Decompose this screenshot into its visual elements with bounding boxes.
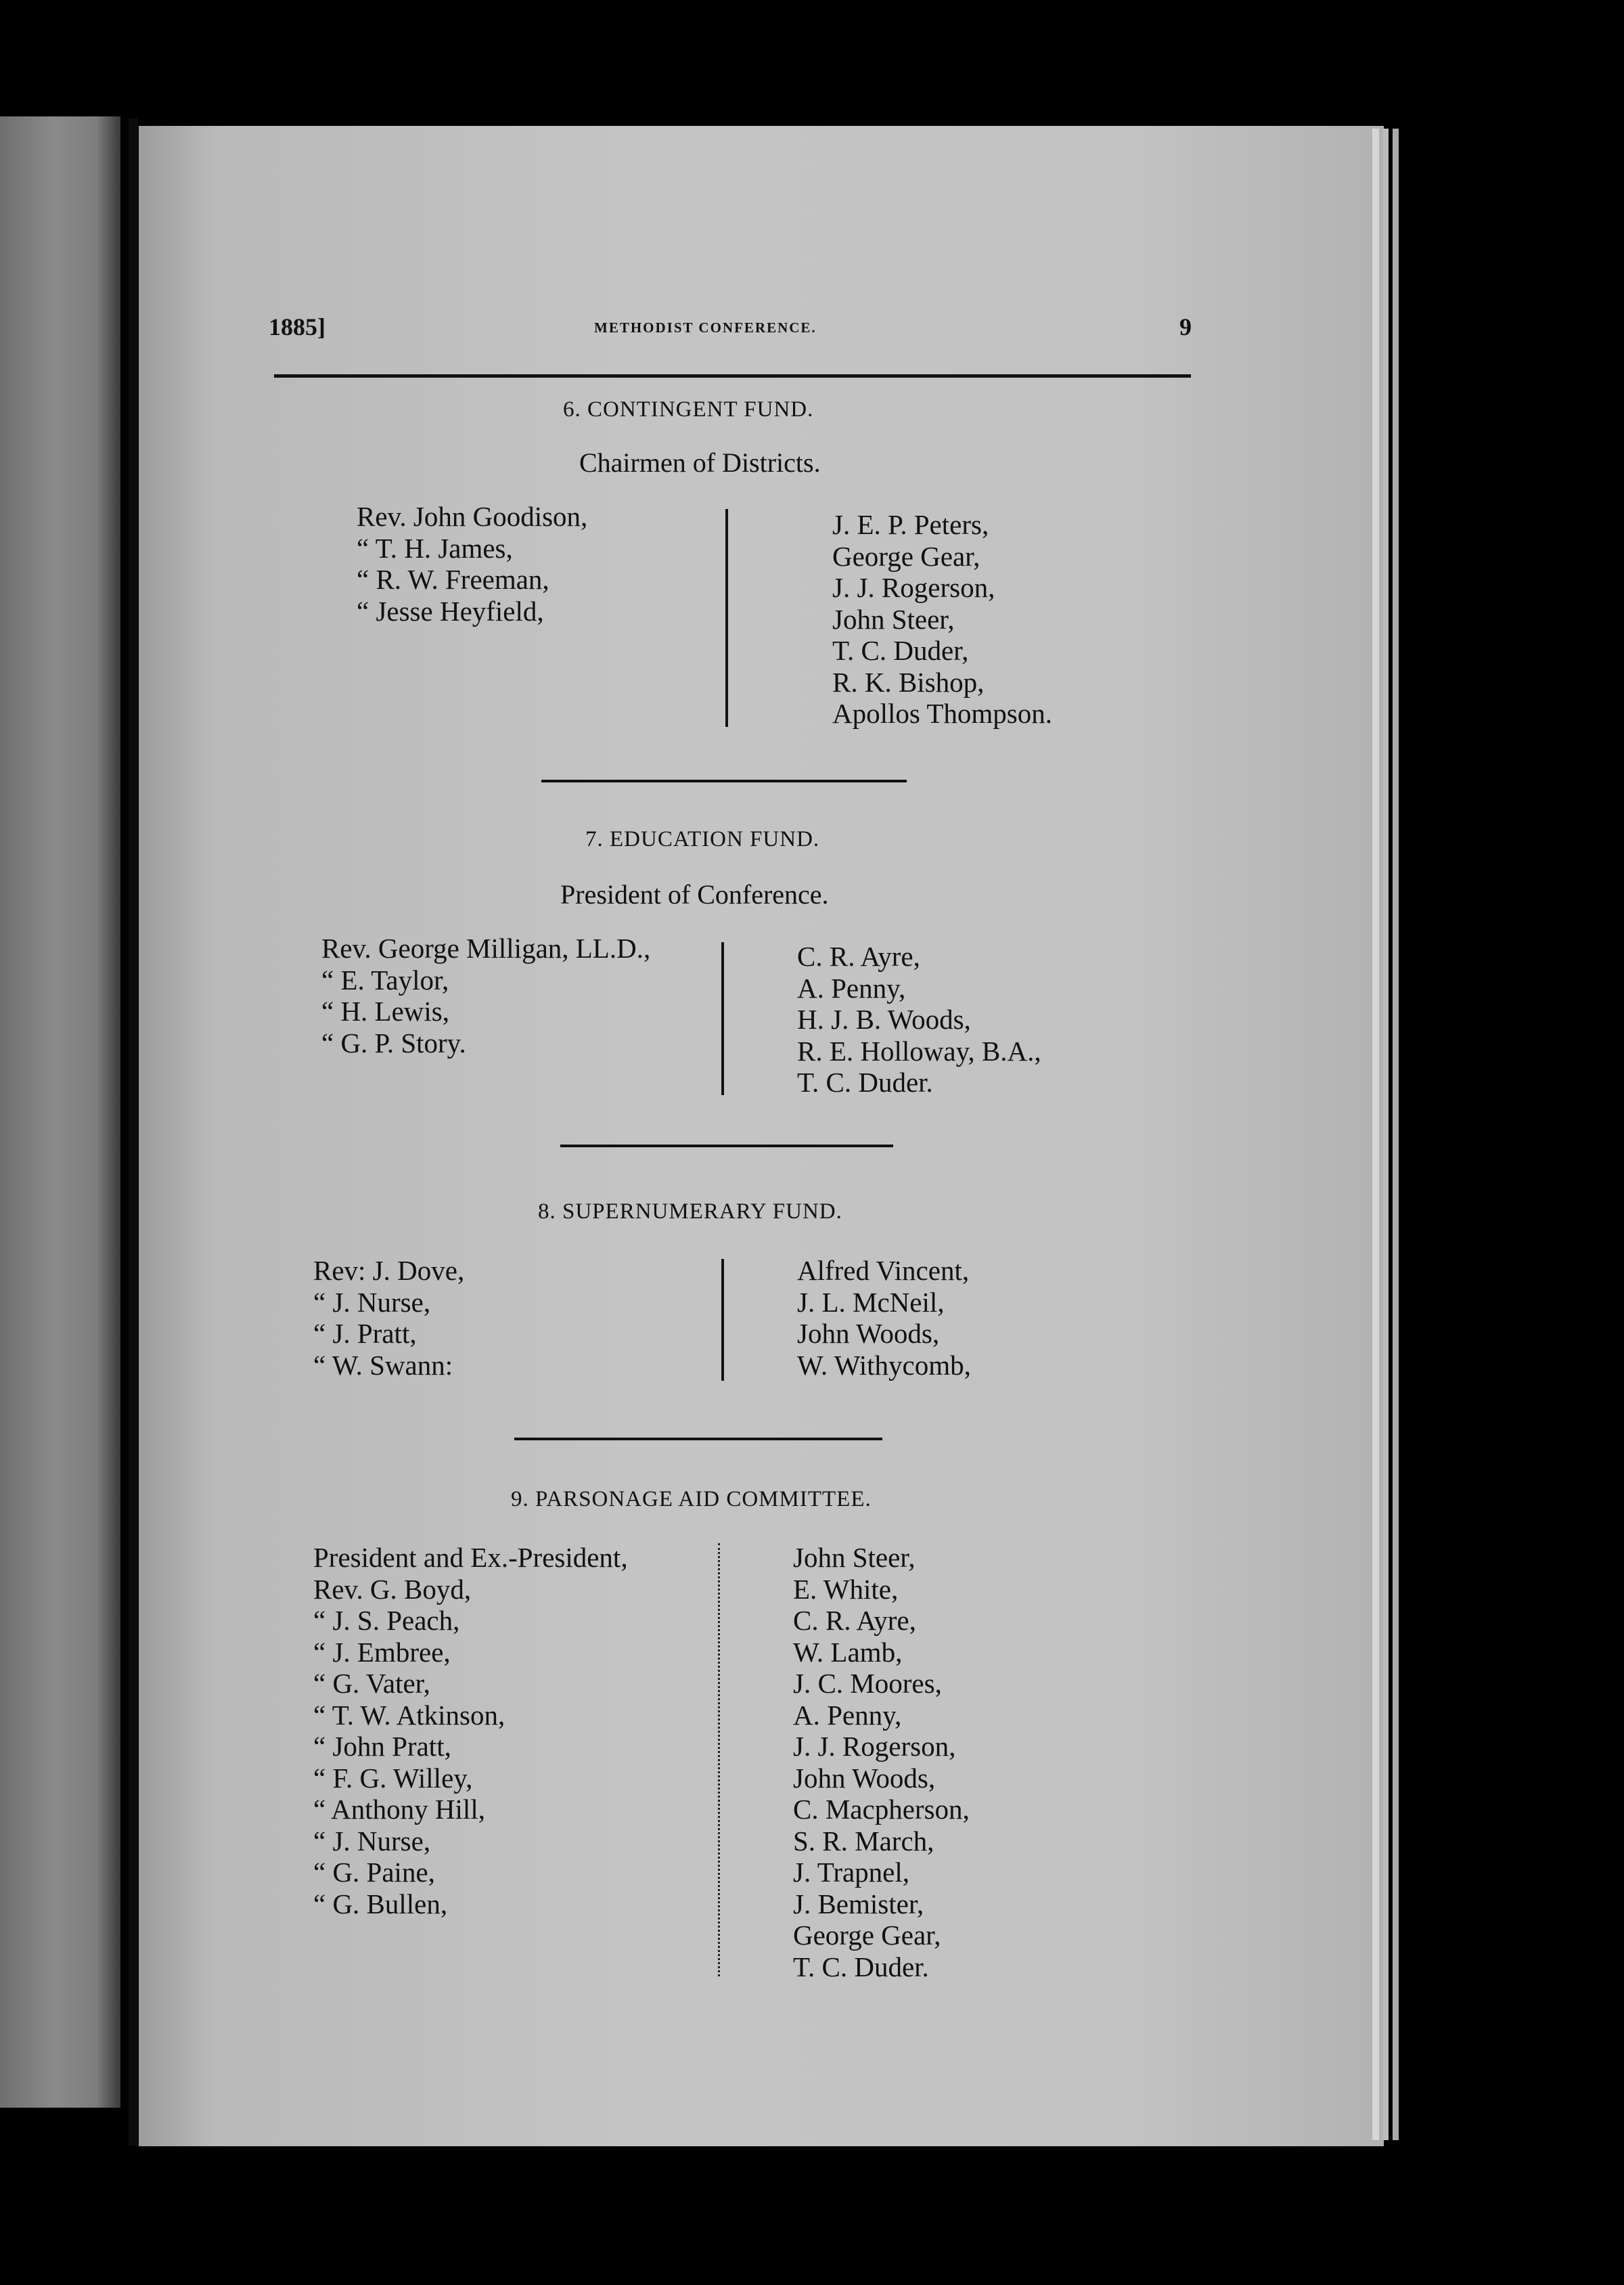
name-entry: T. C. Duder.: [797, 1067, 933, 1098]
name-entry: Rev. G. Boyd,: [313, 1573, 472, 1605]
name-entry: J. J. Rogerson,: [832, 572, 995, 603]
name-entry: “ J. Embree,: [313, 1636, 451, 1668]
page-number: 9: [1179, 313, 1192, 340]
header-year: 1885]: [269, 313, 325, 340]
name-entry: J. E. P. Peters,: [832, 509, 989, 540]
section-8-left-column: [313, 1255, 464, 1381]
name-entry: “ T. H. James,: [357, 532, 513, 564]
section-9-left-column: [313, 1542, 628, 1920]
column-divider: [725, 509, 728, 727]
section-subtitle-chairmen: Chairmen of Districts.: [579, 447, 821, 478]
section-title-education-fund: 7. EDUCATION FUND.: [585, 827, 820, 851]
name-entry: “ J. Pratt,: [313, 1318, 417, 1349]
section-separator: [560, 1145, 893, 1147]
name-entry: W. Lamb,: [793, 1636, 903, 1668]
section-title-supernumerary-fund: 8. SUPERNUMERARY FUND.: [538, 1199, 842, 1224]
name-entry: C. R. Ayre,: [793, 1605, 916, 1636]
name-entry: [321, 933, 650, 964]
name-entry: A. Penny,: [793, 1699, 902, 1731]
name-entry: “ G. P. Story.: [321, 1027, 466, 1059]
facing-page-edge: [0, 116, 120, 2108]
name-entry: J. Trapnel,: [793, 1857, 910, 1888]
name-entry: R. K. Bishop,: [832, 666, 985, 698]
name-entry: “ John Pratt,: [313, 1731, 451, 1762]
name-entry: Alfred Vincent,: [797, 1255, 970, 1286]
name-entry: George Gear,: [793, 1920, 941, 1951]
column-divider: [718, 1543, 720, 1976]
section-title-parsonage-aid-committee: 9. PARSONAGE AID COMMITTEE.: [511, 1487, 872, 1511]
section-separator: [514, 1438, 882, 1440]
name-entry: “ J. Nurse,: [313, 1286, 431, 1318]
section-9-right-column: [793, 1542, 970, 1982]
name-entry: R. E. Holloway, B.A.,: [797, 1035, 1041, 1067]
name-entry: “ R. W. Freeman,: [357, 564, 549, 595]
section-8-right-column: [797, 1255, 971, 1381]
name-entry: Rev: J. Dove,: [313, 1255, 465, 1286]
name-entry: S. R. March,: [793, 1825, 934, 1857]
section-7-right-column: [797, 941, 1041, 1099]
name-entry: “ G. Bullen,: [313, 1888, 448, 1920]
name-entry: J. Bemister,: [793, 1888, 924, 1920]
name-entry: H. J. B. Woods,: [797, 1004, 971, 1035]
name-entry: George Gear,: [832, 540, 980, 572]
name-entry: “ E. Taylor,: [321, 964, 449, 996]
name-entry: E. White,: [793, 1573, 899, 1605]
section-6-right-column: [832, 509, 1052, 730]
name-entry: T. C. Duder.: [793, 1951, 929, 1982]
running-title: METHODIST CONFERENCE.: [594, 319, 817, 336]
name-entry-text: Rev. George Milligan, LL.D.,: [321, 933, 651, 964]
name-entry: John Steer,: [832, 603, 955, 635]
section-title-contingent-fund: 6. CONTINGENT FUND.: [563, 397, 814, 422]
page-edge: [1393, 129, 1399, 2140]
name-entry: Apollos Thompson.: [832, 698, 1052, 729]
name-entry: John Steer,: [793, 1542, 916, 1573]
name-entry: President and Ex.-President,: [313, 1542, 628, 1573]
name-entry: J. L. McNeil,: [797, 1286, 945, 1318]
name-entry: J. C. Moores,: [793, 1668, 942, 1699]
name-entry: “ F. G. Willey,: [313, 1762, 473, 1794]
name-entry: “ G. Vater,: [313, 1668, 430, 1699]
page-edge: [1372, 129, 1379, 2140]
name-entry: Rev. John Goodison,: [357, 501, 588, 532]
name-entry: John Woods,: [797, 1318, 940, 1349]
section-6-left-column: [357, 501, 587, 627]
name-entry: “ H. Lewis,: [321, 996, 450, 1027]
name-entry: T. C. Duder,: [832, 635, 969, 666]
name-entry: “ G. Paine,: [313, 1857, 435, 1888]
book-gutter: [129, 118, 138, 2146]
name-entry: W. Withycomb,: [797, 1349, 971, 1381]
column-divider: [721, 942, 724, 1095]
column-divider: [721, 1259, 724, 1381]
name-entry: “ J. S. Peach,: [313, 1605, 460, 1636]
section-separator: [541, 780, 907, 782]
name-entry: “ J. Nurse,: [313, 1825, 431, 1857]
name-entry: A. Penny,: [797, 972, 906, 1004]
header-rule: [274, 374, 1191, 378]
name-entry: C. Macpherson,: [793, 1794, 970, 1825]
name-entry: “ T. W. Atkinson,: [313, 1699, 505, 1731]
name-entry: “ W. Swann:: [313, 1349, 453, 1381]
section-7-left-column: [321, 933, 650, 1059]
name-entry: John Woods,: [793, 1762, 936, 1794]
page-edge: [1383, 129, 1389, 2140]
name-entry: C. R. Ayre,: [797, 941, 920, 972]
name-entry: J. J. Rogerson,: [793, 1731, 956, 1762]
section-subtitle-president: President of Conference.: [560, 879, 829, 910]
name-entry: “ Anthony Hill,: [313, 1794, 485, 1825]
name-entry: “ Jesse Heyfield,: [357, 595, 544, 627]
